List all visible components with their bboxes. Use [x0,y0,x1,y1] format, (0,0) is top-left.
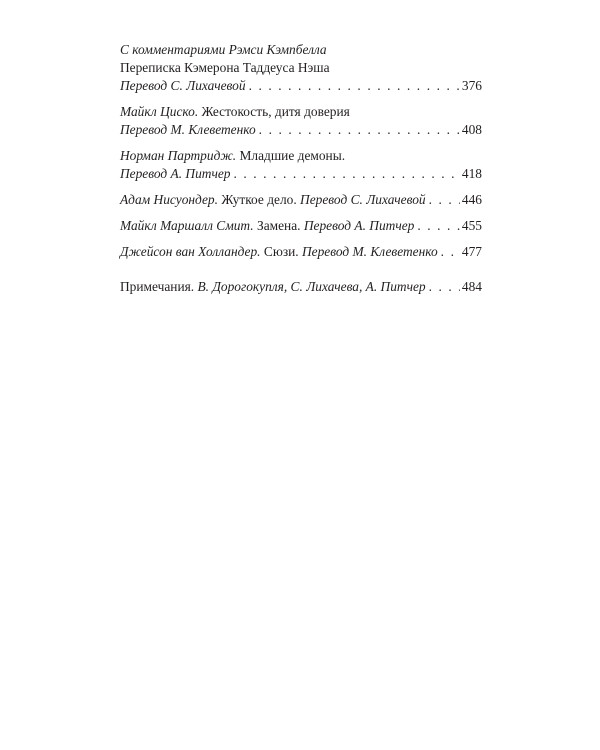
entry-author: Норман Партридж. [120,148,237,163]
entry-page-number: 376 [461,78,482,93]
entry-page-number: 455 [461,218,482,233]
dot-leader [429,191,460,209]
toc-line [120,278,482,296]
toc-line [120,165,482,183]
entry-title: Сюзи. [263,244,299,259]
toc-line [120,147,482,165]
entry-translator: Перевод М. Клеветенко [302,244,438,259]
entry-title: Младшие демоны. [239,148,346,163]
entry-title: Переписка Кэмерона Таддеуса Нэша [120,60,330,75]
dot-leader [429,278,460,296]
dot-leader [259,121,460,139]
entry-title: Жуткое дело. [221,192,297,207]
notes-page-number: 484 [461,279,482,294]
toc-entry-nash [120,41,482,95]
entry-translator: Перевод А. Питчер [303,218,415,233]
toc-entry-van-hollander [120,243,482,261]
toc-line [120,103,482,121]
toc-entry-smith [120,217,482,235]
entry-translator: Перевод М. Клеветенко [120,122,256,137]
toc-entry-partridge [120,147,482,183]
entry-page-number: 446 [461,192,482,207]
entry-title: Жестокость, дитя доверия [201,104,350,119]
toc-entry-niswander [120,191,482,209]
entry-author: Майкл Маршалл Смит. [120,218,254,233]
dot-leader [249,77,460,95]
entry-commentary: С комментариями Рэмси Кэмпбелла [120,42,327,57]
entry-page-number: 418 [461,166,482,181]
notes-label: Примечания. [120,279,195,294]
entry-author: Адам Нисуондер. [120,192,218,207]
entry-page-number: 477 [461,244,482,259]
entry-title: Замена. [256,218,301,233]
entry-page-number: 408 [461,122,482,137]
toc-line [120,191,482,209]
dot-leader [441,243,460,261]
entry-author: Майкл Циско. [120,104,199,119]
toc-line [120,217,482,235]
toc-line [120,121,482,139]
notes-authors: В. Дорогокупля, С. Лихачева, А. Питчер [197,279,426,294]
entry-translator: Перевод А. Питчер [120,166,231,181]
toc-entry-notes [120,278,482,296]
entry-author: Джейсон ван Холландер. [120,244,261,259]
toc-line [120,59,482,77]
toc-line [120,243,482,261]
table-of-contents [120,41,482,296]
dot-leader [233,165,459,183]
entry-translator: Перевод С. Лихачевой [120,78,246,93]
toc-line [120,41,482,59]
dot-leader [417,217,460,235]
entry-translator: Перевод С. Лихачевой [300,192,426,207]
toc-entry-cisco [120,103,482,139]
toc-line [120,77,482,95]
